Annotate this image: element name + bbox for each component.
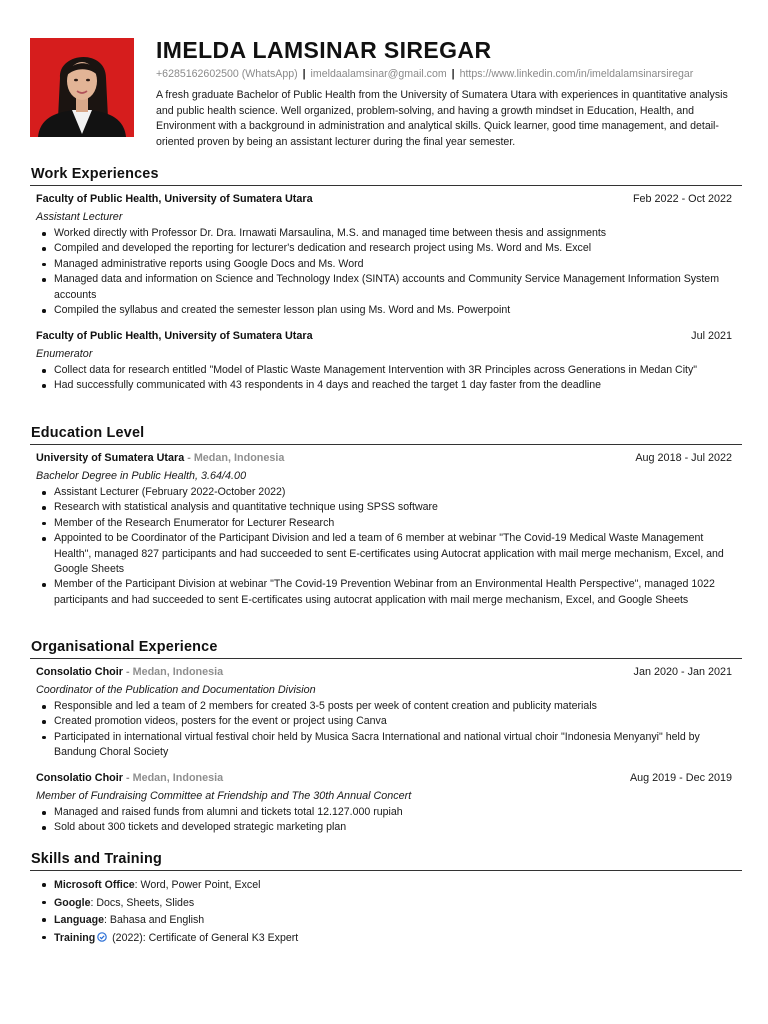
entry-bullets (36, 805, 732, 836)
profile-summary: A fresh graduate Bachelor of Public Health from the University of Sumatera Utara with experiences in quantitative analysis and public health science. Well organized, problem-solving, and having a growth mindset in Education, Health, and Environment with a background in administration and analytical skills. Quick learner, good time management, and detail-oriented proven by being an assistant lecturer during the final year semester. (156, 89, 728, 148)
education-entry (36, 452, 732, 608)
entry-bullets (36, 226, 732, 318)
section-divider (30, 185, 742, 186)
bullet-item: Member of the Participant Division at webinar "The Covid-19 Prevention Webinar from an Environmental Health Perspective", managed 1022 participants and had succeeded to sent E-certificates using autocrat application with mail merge mechanism, Excel, and Google Sheets (36, 577, 732, 608)
portrait-image (30, 38, 134, 137)
bullet-item: Participated in international virtual festival choir held by Musica Sacra International and national virtual choir "Indonesia Menyanyi" held by Bandung Choral Society (36, 730, 732, 761)
section-divider (30, 870, 742, 871)
section-divider (30, 658, 742, 659)
bullet-item: Created promotion videos, posters for the event or project using Canva (36, 714, 732, 729)
entry-date: Jul 2021 (691, 330, 732, 342)
bullet-item: Sold about 300 tickets and developed strategic marketing plan (36, 820, 732, 835)
skill-name: Google (54, 896, 91, 909)
entry-organization: Consolatio Choir (36, 666, 123, 678)
skills-list (36, 877, 732, 948)
entry-role: Coordinator of the Publication and Documentation Division (36, 684, 316, 696)
bullet-item: Worked directly with Professor Dr. Dra. Irnawati Marsaulina, M.S. and managed time between thesis and assignments (36, 226, 732, 241)
skill-detail: : Word, Power Point, Excel (134, 879, 261, 891)
bullet-item: Managed administrative reports using Google Docs and Ms. Word (36, 257, 732, 272)
bullet-item: Had successfully communicated with 43 respondents in 4 days and reached the target 1 day faster from the deadline (36, 378, 732, 393)
bullet-item: Responsible and led a team of 2 members for created 3-5 posts per week of content creation and publicity materials (36, 699, 732, 714)
contact-separator: | (302, 68, 306, 80)
entry-organization: University of Sumatera Utara (36, 452, 185, 464)
entry-role: Enumerator (36, 348, 93, 360)
bullet-item: Research with statistical analysis and quantitative technique using SPSS software (36, 500, 732, 515)
section-title-organisation: Organisational Experience (31, 639, 218, 655)
entry-organization: Consolatio Choir (36, 772, 123, 784)
entry-date: Feb 2022 - Oct 2022 (632, 193, 732, 205)
entry-role: Member of Fundraising Committee at Friendship and The 30th Annual Concert (36, 790, 412, 802)
entry-location: - Medan, Indonesia (184, 452, 285, 464)
bullet-item: Managed data and information on Science and Technology Index (SINTA) accounts and Community Service Management Information System accounts (36, 272, 732, 303)
organisation-entry (36, 666, 732, 761)
skill-name: Microsoft Office (54, 879, 135, 891)
skill-detail: : Bahasa and English (104, 914, 205, 927)
entry-location: - Medan, Indonesia (122, 666, 224, 678)
bullet-item: Compiled and developed the reporting for lecturer's dedication and research project using Ms. Word and Ms. Excel (36, 241, 732, 256)
section-divider (30, 444, 742, 445)
entry-bullets (36, 363, 732, 394)
skill-detail: (2022): Certificate of General K3 Expert (109, 931, 299, 944)
verified-check-icon[interactable] (97, 931, 107, 949)
profile-photo (30, 38, 134, 137)
candidate-name: IMELDA LAMSINAR SIREGAR (156, 37, 492, 63)
work-entry (36, 330, 732, 394)
phone-number[interactable]: +6285162602500 (WhatsApp) (156, 68, 298, 80)
linkedin-link[interactable]: https://www.linkedin.com/in/imeldalamsinarsiregar (459, 68, 694, 80)
entry-organization: Faculty of Public Health, University of Sumatera Utara (36, 193, 313, 205)
entry-date: Aug 2018 - Jul 2022 (635, 452, 732, 464)
bullet-item: Assistant Lecturer (February 2022-October 2022) (36, 485, 732, 500)
bullet-item: Managed and raised funds from alumni and tickets total 12.127.000 rupiah (36, 805, 732, 820)
organisation-entry (36, 772, 732, 836)
section-title-education: Education Level (31, 425, 145, 441)
skill-item (36, 912, 732, 930)
skill-detail: : Docs, Sheets, Slides (90, 896, 195, 909)
work-entry (36, 193, 732, 318)
entry-date: Aug 2019 - Dec 2019 (629, 772, 732, 784)
entry-bullets (36, 699, 732, 761)
entry-organization: Faculty of Public Health, University of Sumatera Utara (36, 330, 313, 342)
bullet-item: Collect data for research entitled "Model of Plastic Waste Management Intervention with 3R Principles across Generations in Medan City" (36, 363, 732, 378)
email-link[interactable]: imeldaalamsinar@gmail.com (310, 68, 447, 80)
entry-date: Jan 2020 - Jan 2021 (633, 666, 732, 678)
entry-bullets (36, 485, 732, 608)
entry-role: Assistant Lecturer (36, 211, 123, 223)
entry-location: - Medan, Indonesia (122, 772, 224, 784)
skill-item (36, 895, 732, 913)
skill-name: Training (54, 931, 96, 944)
skill-name: Language (54, 914, 105, 927)
bullet-item: Appointed to be Coordinator of the Participant Division and led a team of 6 member at webinar "The Covid-19 Medical Waste Management Health", managed 827 participants and had succeeded to sent E-certificates using Autocrat application with mail merge mechanism, Excel, and Google Sheets (36, 531, 732, 577)
section-title-skills: Skills and Training (31, 851, 162, 867)
bullet-item: Member of the Research Enumerator for Lecturer Research (36, 516, 732, 531)
entry-role: Bachelor Degree in Public Health, 3.64/4.00 (36, 470, 247, 482)
skill-item (36, 930, 732, 949)
contact-line (156, 68, 693, 80)
contact-separator: | (451, 68, 455, 80)
section-title-work: Work Experiences (31, 166, 159, 182)
bullet-item: Compiled the syllabus and created the semester lesson plan using Ms. Word and Ms. Powerpoint (36, 303, 732, 318)
skill-item (36, 877, 732, 895)
